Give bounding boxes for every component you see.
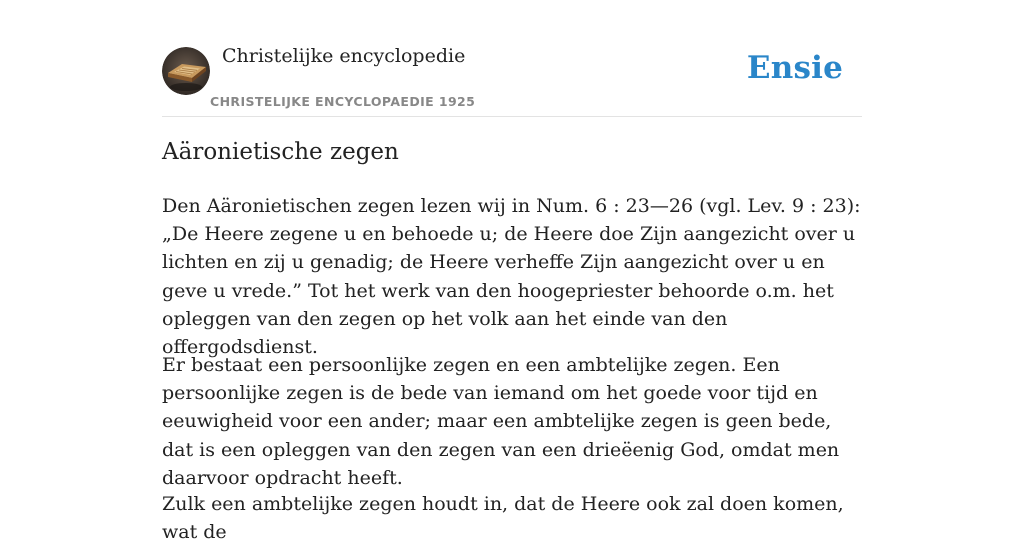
source-title-link[interactable]: Christelijke encyclopedie [222, 45, 466, 67]
book-thumbnail-icon[interactable] [162, 47, 210, 95]
article-paragraph: Er bestaat een persoonlijke zegen en een ambtelijke zegen. Een persoonlijke zegen is de bede van iemand om het goede voor tijd en eeuwigheid voor een ander; maar een ambtelijke zegen is geen bede, dat is een opleggen van den zegen van een drieëenig God, omdat men daarvoor opdracht heeft. [162, 354, 840, 489]
article-page [162, 0, 862, 544]
article-title: Aäronietische zegen [162, 139, 399, 165]
ensie-logo[interactable]: Ensie [746, 50, 843, 86]
article-paragraph: Den Aäronietischen zegen lezen wij in Num. 6 : 23—26 (vgl. Lev. 9 : 23): „De Heere zegene u en behoede u; de Heere doe Zijn aangezicht over u lichten en zij u genadig; de Heere verheffe Zijn aangezicht over u en geve u vrede.” Tot het werk van den hoogepriester behoorde o.m. het opleggen van den zegen op het volk aan het einde van den offergodsdienst. [162, 195, 861, 359]
source-header [162, 0, 862, 117]
article-paragraph: Zulk een ambtelijke zegen houdt in, dat de Heere ook zal doen komen, wat de [162, 493, 844, 544]
source-subtitle: CHRISTELIJKE ENCYCLOPAEDIE 1925 [210, 94, 476, 109]
